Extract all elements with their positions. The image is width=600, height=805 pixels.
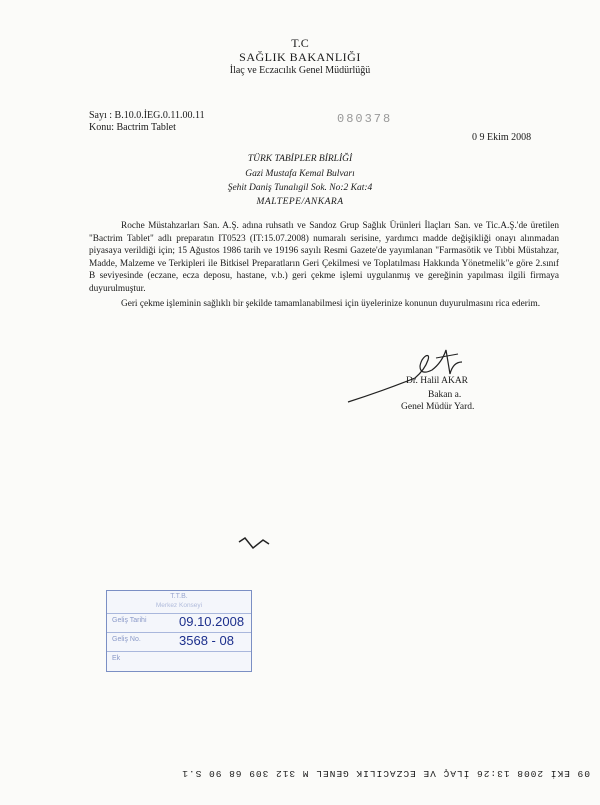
fax-transmission-header: 09 EKİ 2008 13:26 İLAÇ VE ECZACILIK GENEL M 312 309 68 90 S.1 xyxy=(181,768,590,779)
signatory-name: Dr. Halil AKAR xyxy=(406,376,469,386)
receipt-stamp xyxy=(106,590,252,672)
country-header: T.C xyxy=(291,36,309,50)
subject-line: Konu: Bactrim Tablet xyxy=(89,122,176,133)
handwritten-check-mark xyxy=(235,532,275,552)
addressee-city: MALTEPE/ANKARA xyxy=(256,197,344,207)
stamp-row-number xyxy=(107,632,251,651)
body-paragraph-1: Roche Müstahzarları San. A.Ş. adına ruhsatlı ve Sandoz Grup Sağlık Ürünleri İlaçları San. ve Tic.A.Ş.'de üretilen "Bactrim Tablet" adlı preparatın IT0523 (IT:15.07.2008) numaralı serisine, yardımcı madde değişikliği onayı alınmadan piyasaya verildiği için; 15 Ağustos 1986 tarih ve 19196 sayılı Resmi Gazete'de yayımlanan "Farmasötik ve Tıbbi Müstahzar, Madde, Malzeme ve Terkipleri ile Bitkisel Preparatların Geri Çekilmesi ve Toplatılması Hakkında Yönetmelik"e göre 2.sınıf B seviyesinde (eczane, ecza deposu, hastane, v.b.) geri çekme işlemi uygulanmış ve gereğinin yapılması ilgili firmaya duyurulmuştur. xyxy=(89,221,559,294)
addressee-org: TÜRK TABİPLER BİRLİĞİ xyxy=(247,154,353,164)
stamp-row-date xyxy=(107,613,251,632)
stamp-attachment-label: Ek xyxy=(112,655,121,662)
signatory-title: Genel Müdür Yard. xyxy=(401,402,475,412)
signatory-role: Bakan a. xyxy=(428,390,462,400)
stamp-number-label: Geliş No. xyxy=(112,636,141,643)
stamp-date-value: 09.10.2008 xyxy=(179,614,245,629)
reference-number: Sayı : B.10.0.İEG.0.11.00.11 xyxy=(89,110,205,121)
document-stamp-number: 080378 xyxy=(337,112,393,126)
stamp-date-label: Geliş Tarihi xyxy=(112,617,147,624)
stamp-subtitle: Merkez Konseyi xyxy=(155,602,203,609)
body-paragraph-2: Geri çekme işleminin sağlıklı bir şekilde tamamlanabilmesi için üyelerinize konunun duyurulmasını rica ederim. xyxy=(121,299,541,309)
stamp-number-value: 3568 - 08 xyxy=(179,633,234,648)
directorate-header: İlaç ve Eczacılık Genel Müdürlüğü xyxy=(229,65,371,76)
stamp-title: T.T.B. xyxy=(170,593,188,600)
ministry-header: SAĞLIK BAKANLIĞI xyxy=(239,50,361,64)
addressee-address: Şehit Daniş Tunalıgil Sok. No:2 Kat:4 xyxy=(227,183,373,193)
addressee-street: Gazi Mustafa Kemal Bulvarı xyxy=(245,169,355,179)
document-date: 0 9 Ekim 2008 xyxy=(472,132,532,143)
stamp-row-attachment xyxy=(107,651,251,670)
